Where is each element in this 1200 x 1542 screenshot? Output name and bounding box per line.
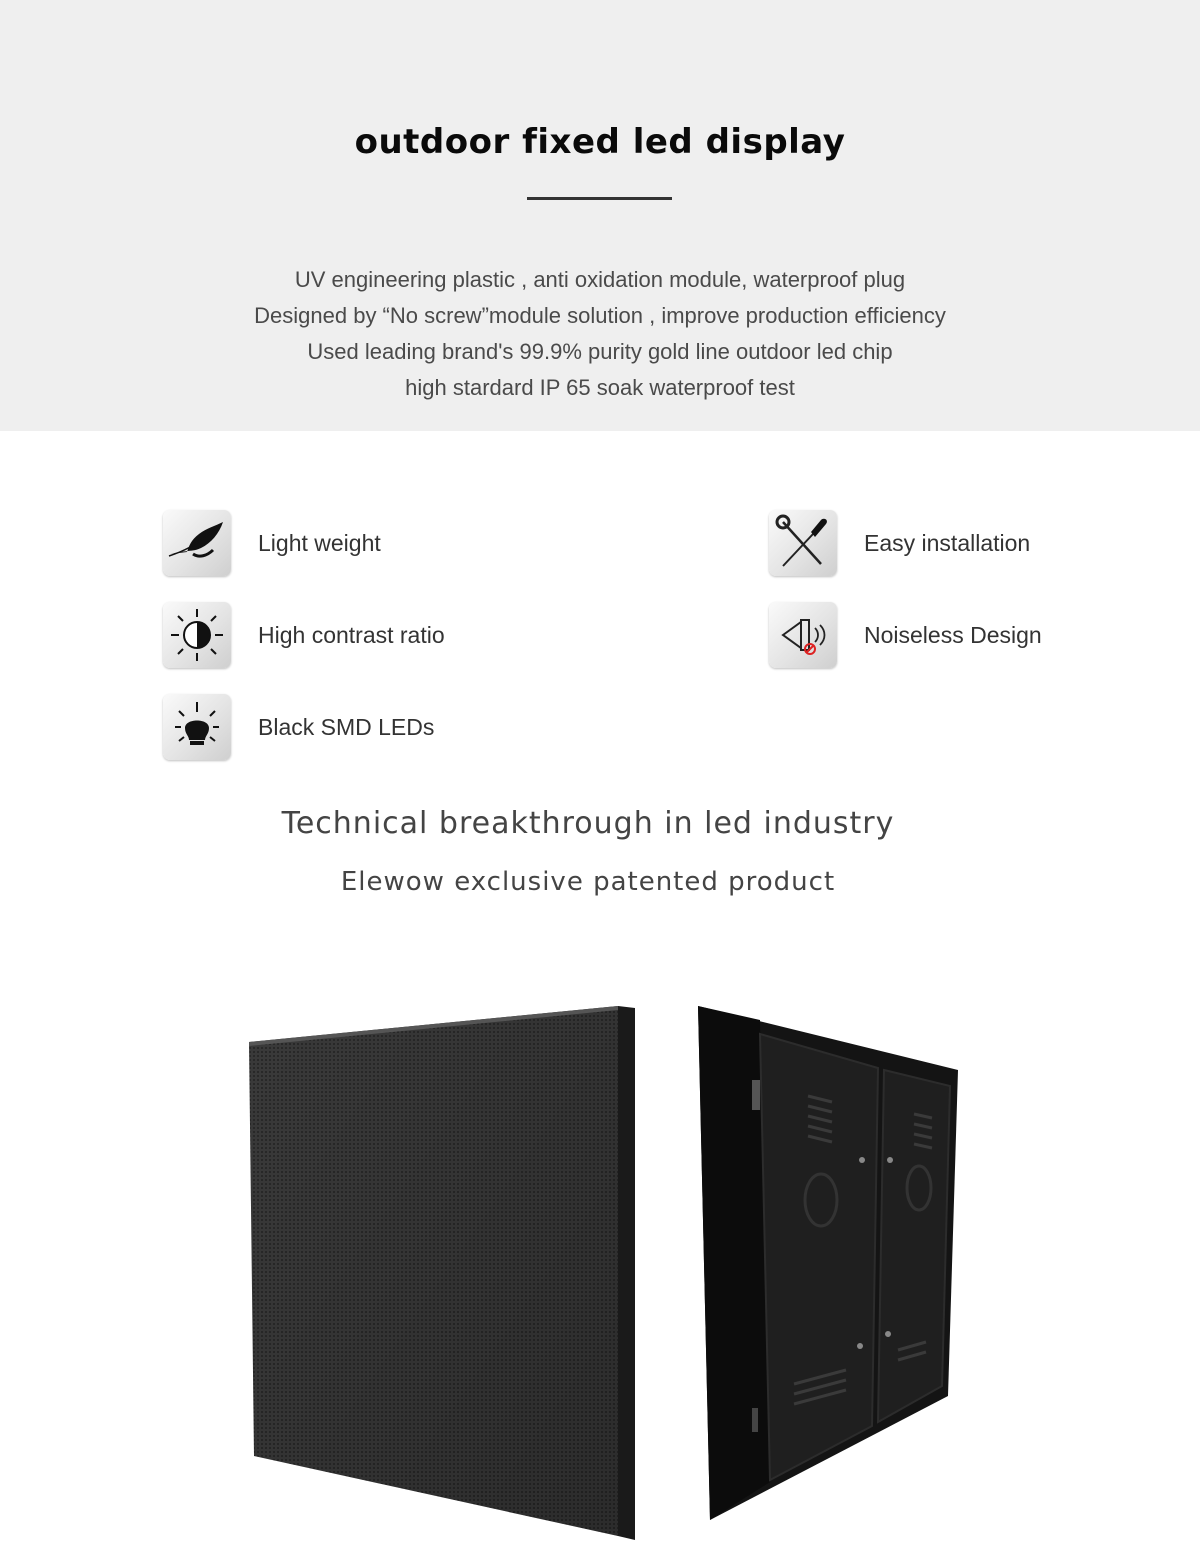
feature-label: Black SMD LEDs — [258, 713, 435, 740]
feature-high-contrast — [163, 601, 445, 669]
feather-icon — [163, 510, 231, 576]
tagline-primary: Technical breakthrough in led industry — [281, 806, 895, 841]
feature-black-smd-leds — [163, 693, 434, 761]
feature-label: Light weight — [258, 529, 381, 556]
tools-icon — [769, 510, 837, 576]
mute-speaker-icon — [769, 602, 837, 668]
feature-light-weight — [163, 509, 381, 577]
led-panel-front-image — [249, 1006, 635, 1540]
description-line: UV engineering plastic , anti oxidation module, waterproof plug — [294, 267, 906, 292]
feature-easy-installation — [769, 509, 1030, 577]
page-title: outdoor fixed led display — [354, 122, 846, 162]
led-cabinet-back-image — [698, 1006, 958, 1520]
tagline-secondary: Elewow exclusive patented product — [340, 867, 836, 897]
hero-description — [0, 262, 1200, 406]
title-divider — [527, 197, 672, 200]
bulb-icon — [163, 694, 231, 760]
description-line: high stardard IP 65 soak waterproof test — [405, 375, 795, 400]
feature-label: High contrast ratio — [258, 621, 445, 648]
hero-section — [0, 0, 1200, 431]
product-images — [0, 990, 1200, 1542]
description-line: Designed by “No screw”module solution , improve production efficiency — [254, 303, 946, 328]
feature-label: Noiseless Design — [864, 621, 1042, 648]
feature-noiseless-design — [769, 601, 1042, 669]
feature-label: Easy installation — [864, 529, 1031, 556]
description-line: Used leading brand's 99.9% purity gold line outdoor led chip — [307, 339, 893, 364]
contrast-icon — [163, 602, 231, 668]
